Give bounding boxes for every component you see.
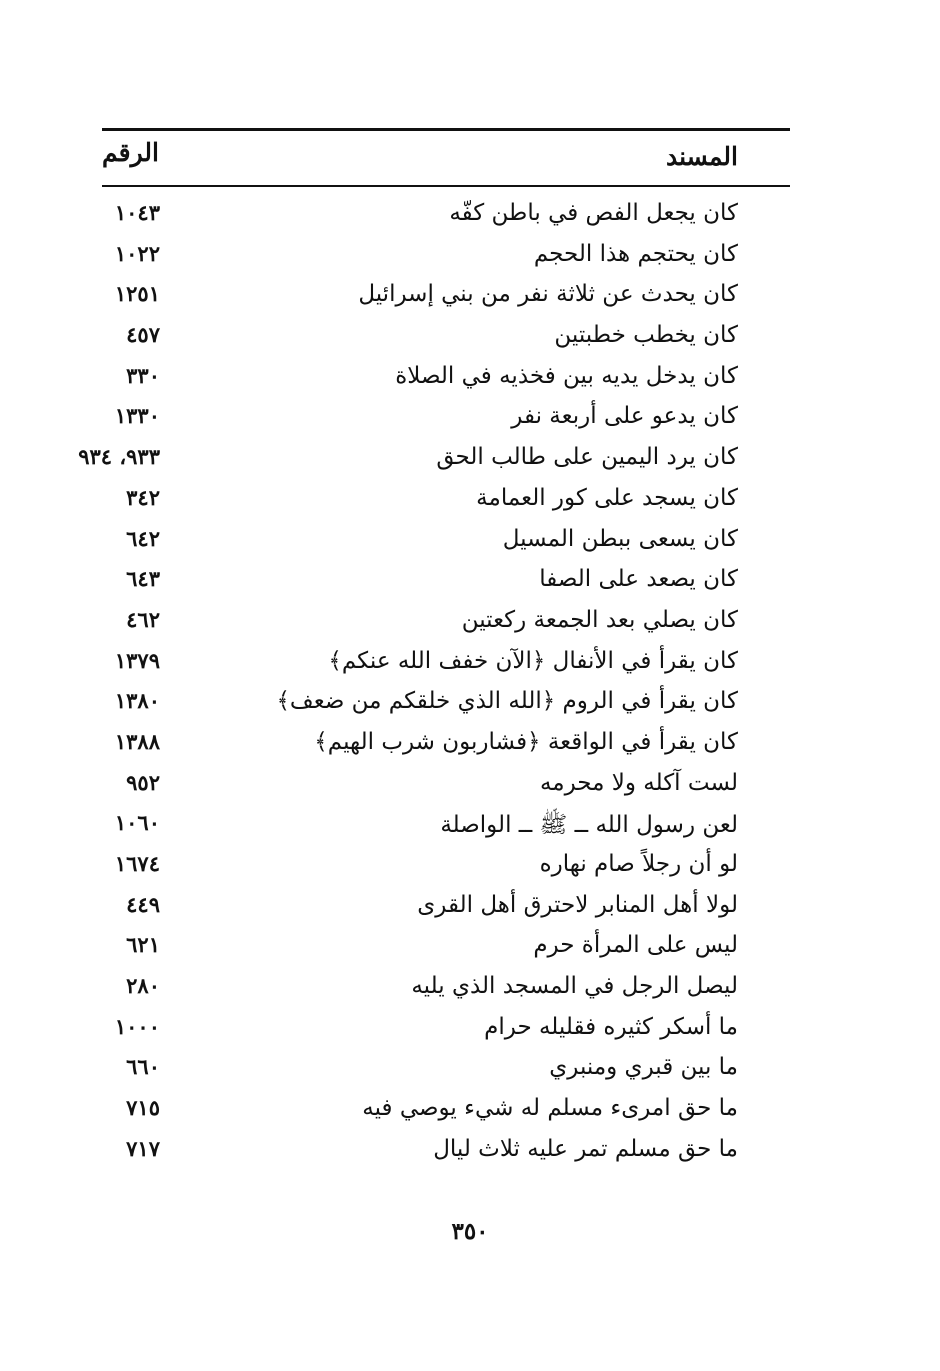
table-row (102, 847, 790, 888)
hadith-number-cell (102, 973, 212, 998)
hadith-number-cell (102, 851, 212, 876)
table-row (102, 969, 790, 1010)
hadith-number: ١٠٤٣ (114, 200, 160, 225)
hadith-text: ما بين قبري ومنبري (549, 1054, 738, 1081)
hadith-text: ليصل الرجل في المسجد الذي يليه (411, 973, 738, 1000)
table-row (102, 1132, 790, 1173)
hadith-text: كان يصعد على الصفا (539, 566, 738, 593)
hadith-text: كان يدخل يديه بين فخذيه في الصلاة (395, 362, 738, 389)
hadith-number-cell (102, 892, 212, 917)
hadith-text: كان يدعو على أربعة نفر (511, 403, 738, 430)
hadith-number-cell (102, 322, 212, 347)
hadith-text: ما أسكر كثيره فقليله حرام (484, 1013, 738, 1040)
table-row (102, 481, 790, 522)
hadith-number-cell (102, 526, 212, 551)
table-row (102, 766, 790, 807)
table-row (102, 928, 790, 969)
table-row (102, 644, 790, 685)
hadith-number: ١٠٠٠ (114, 1013, 160, 1039)
hadith-number-cell (102, 688, 212, 713)
hadith-text: كان يحتجم هذا الحجم (533, 240, 738, 267)
table-row (102, 562, 790, 603)
table-row (102, 1091, 790, 1132)
hadith-text: كان يقرأ في الأنفال ﴿الآن خفف الله عنكم﴾ (328, 647, 738, 674)
hadith-text: كان يسجد على كور العمامة (476, 484, 738, 511)
hadith-text: ما حق امرىء مسلم له شيء يوصي فيه (362, 1095, 738, 1122)
hadith-number-cell (102, 485, 212, 510)
table-header (102, 134, 790, 182)
hadith-number-cell (102, 566, 212, 591)
hadith-number-cell (102, 1014, 212, 1039)
hadith-number: ١٦٧٤ (114, 851, 160, 876)
hadith-text: كان يرد اليمين على طالب الحق (436, 444, 738, 471)
hadith-number: ٤٤٩ (126, 891, 160, 917)
hadith-number-cell (102, 607, 212, 632)
hadith-text: كان يجعل الفص في باطن كفّه (449, 200, 738, 226)
hadith-number: ١٣٧٩ (114, 647, 160, 673)
hadith-number-cell (102, 200, 212, 225)
hadith-text: لولا أهل المنابر لاحترق أهل القرى (417, 891, 738, 918)
hadith-text: ليس على المرأة حرم (533, 932, 738, 959)
hadith-text: كان يحدث عن ثلاثة نفر من بني إسرائيل (358, 281, 738, 308)
header-text-column: المسند (666, 142, 738, 171)
hadith-number-cell (102, 648, 212, 673)
hadith-number-cell (102, 363, 212, 388)
hadith-number: ١٣٨٠ (114, 688, 160, 714)
hadith-number-cell (102, 810, 212, 835)
hadith-number: ٩٥٢ (126, 769, 160, 795)
top-rule (102, 128, 790, 131)
table-row (102, 399, 790, 440)
hadith-number: ١٠٦٠ (114, 810, 160, 836)
hadith-number: ٧١٧ (126, 1135, 160, 1161)
hadith-number: ٤٥٧ (126, 322, 160, 348)
table-row (102, 603, 790, 644)
table-row (102, 318, 790, 359)
table-row (102, 277, 790, 318)
hadith-text: كان يسعى ببطن المسيل (502, 525, 738, 552)
hadith-number: ١٣٨٨ (114, 728, 160, 754)
table-row (102, 196, 790, 237)
header-rule (102, 185, 790, 187)
hadith-text: ما حق مسلم تمر عليه ثلاث ليال (433, 1135, 738, 1162)
table-row (102, 359, 790, 400)
hadith-number-cell (102, 1054, 212, 1079)
hadith-number-cell (102, 241, 212, 266)
hadith-text: كان يصلي بعد الجمعة ركعتين (461, 606, 738, 633)
table-row (102, 522, 790, 563)
table-row (78, 440, 790, 481)
table-row (102, 1010, 790, 1051)
hadith-text: كان يخطب خطبتين (554, 322, 738, 349)
hadith-number: ٦٢١ (126, 932, 160, 958)
hadith-number-cell (102, 729, 212, 754)
hadith-number: ٧١٥ (126, 1095, 160, 1121)
table-row (102, 806, 790, 847)
header-number-column: الرقم (102, 138, 159, 167)
hadith-number: ١٣٣٠ (114, 403, 160, 429)
index-table (78, 196, 790, 1173)
hadith-text: لست آكله ولا محرمه (539, 769, 738, 796)
hadith-number: ٦٤٢ (126, 525, 160, 551)
table-row (102, 684, 790, 725)
hadith-number: ١٠٢٢ (114, 240, 160, 266)
page-number: ٣٥٠ (451, 1218, 489, 1245)
hadith-text: كان يقرأ في الروم ﴿الله الذي خلقكم من ضعف﴾ (276, 688, 738, 715)
table-row (102, 1050, 790, 1091)
hadith-number: ١٢٥١ (114, 281, 160, 307)
hadith-number-cell (102, 770, 212, 795)
hadith-text: لو أن رجلاً صام نهاره (539, 851, 738, 877)
hadith-number-cell (102, 1136, 212, 1161)
hadith-number-cell (102, 1095, 212, 1120)
hadith-text: كان يقرأ في الواقعة ﴿فشاربون شرب الهيم﴾ (314, 728, 738, 755)
hadith-number: ٤٦٢ (126, 606, 160, 632)
hadith-number-cell (78, 444, 212, 470)
hadith-number-cell (102, 281, 212, 306)
hadith-number: ٦٤٣ (126, 566, 160, 592)
hadith-number-cell (102, 932, 212, 957)
hadith-number: ٣٣٠ (126, 362, 160, 388)
hadith-number-cell (102, 403, 212, 428)
table-row (102, 888, 790, 929)
hadith-number: ٦٦٠ (126, 1054, 160, 1080)
hadith-number: ٩٣٣، ٩٣٤ (78, 444, 160, 470)
hadith-number: ٣٤٢ (126, 484, 160, 510)
hadith-text: لعن رسول الله ــ ﷺ ــ الواصلة (440, 812, 738, 839)
table-row (102, 237, 790, 278)
hadith-number: ٢٨٠ (126, 973, 160, 999)
table-row (102, 725, 790, 766)
